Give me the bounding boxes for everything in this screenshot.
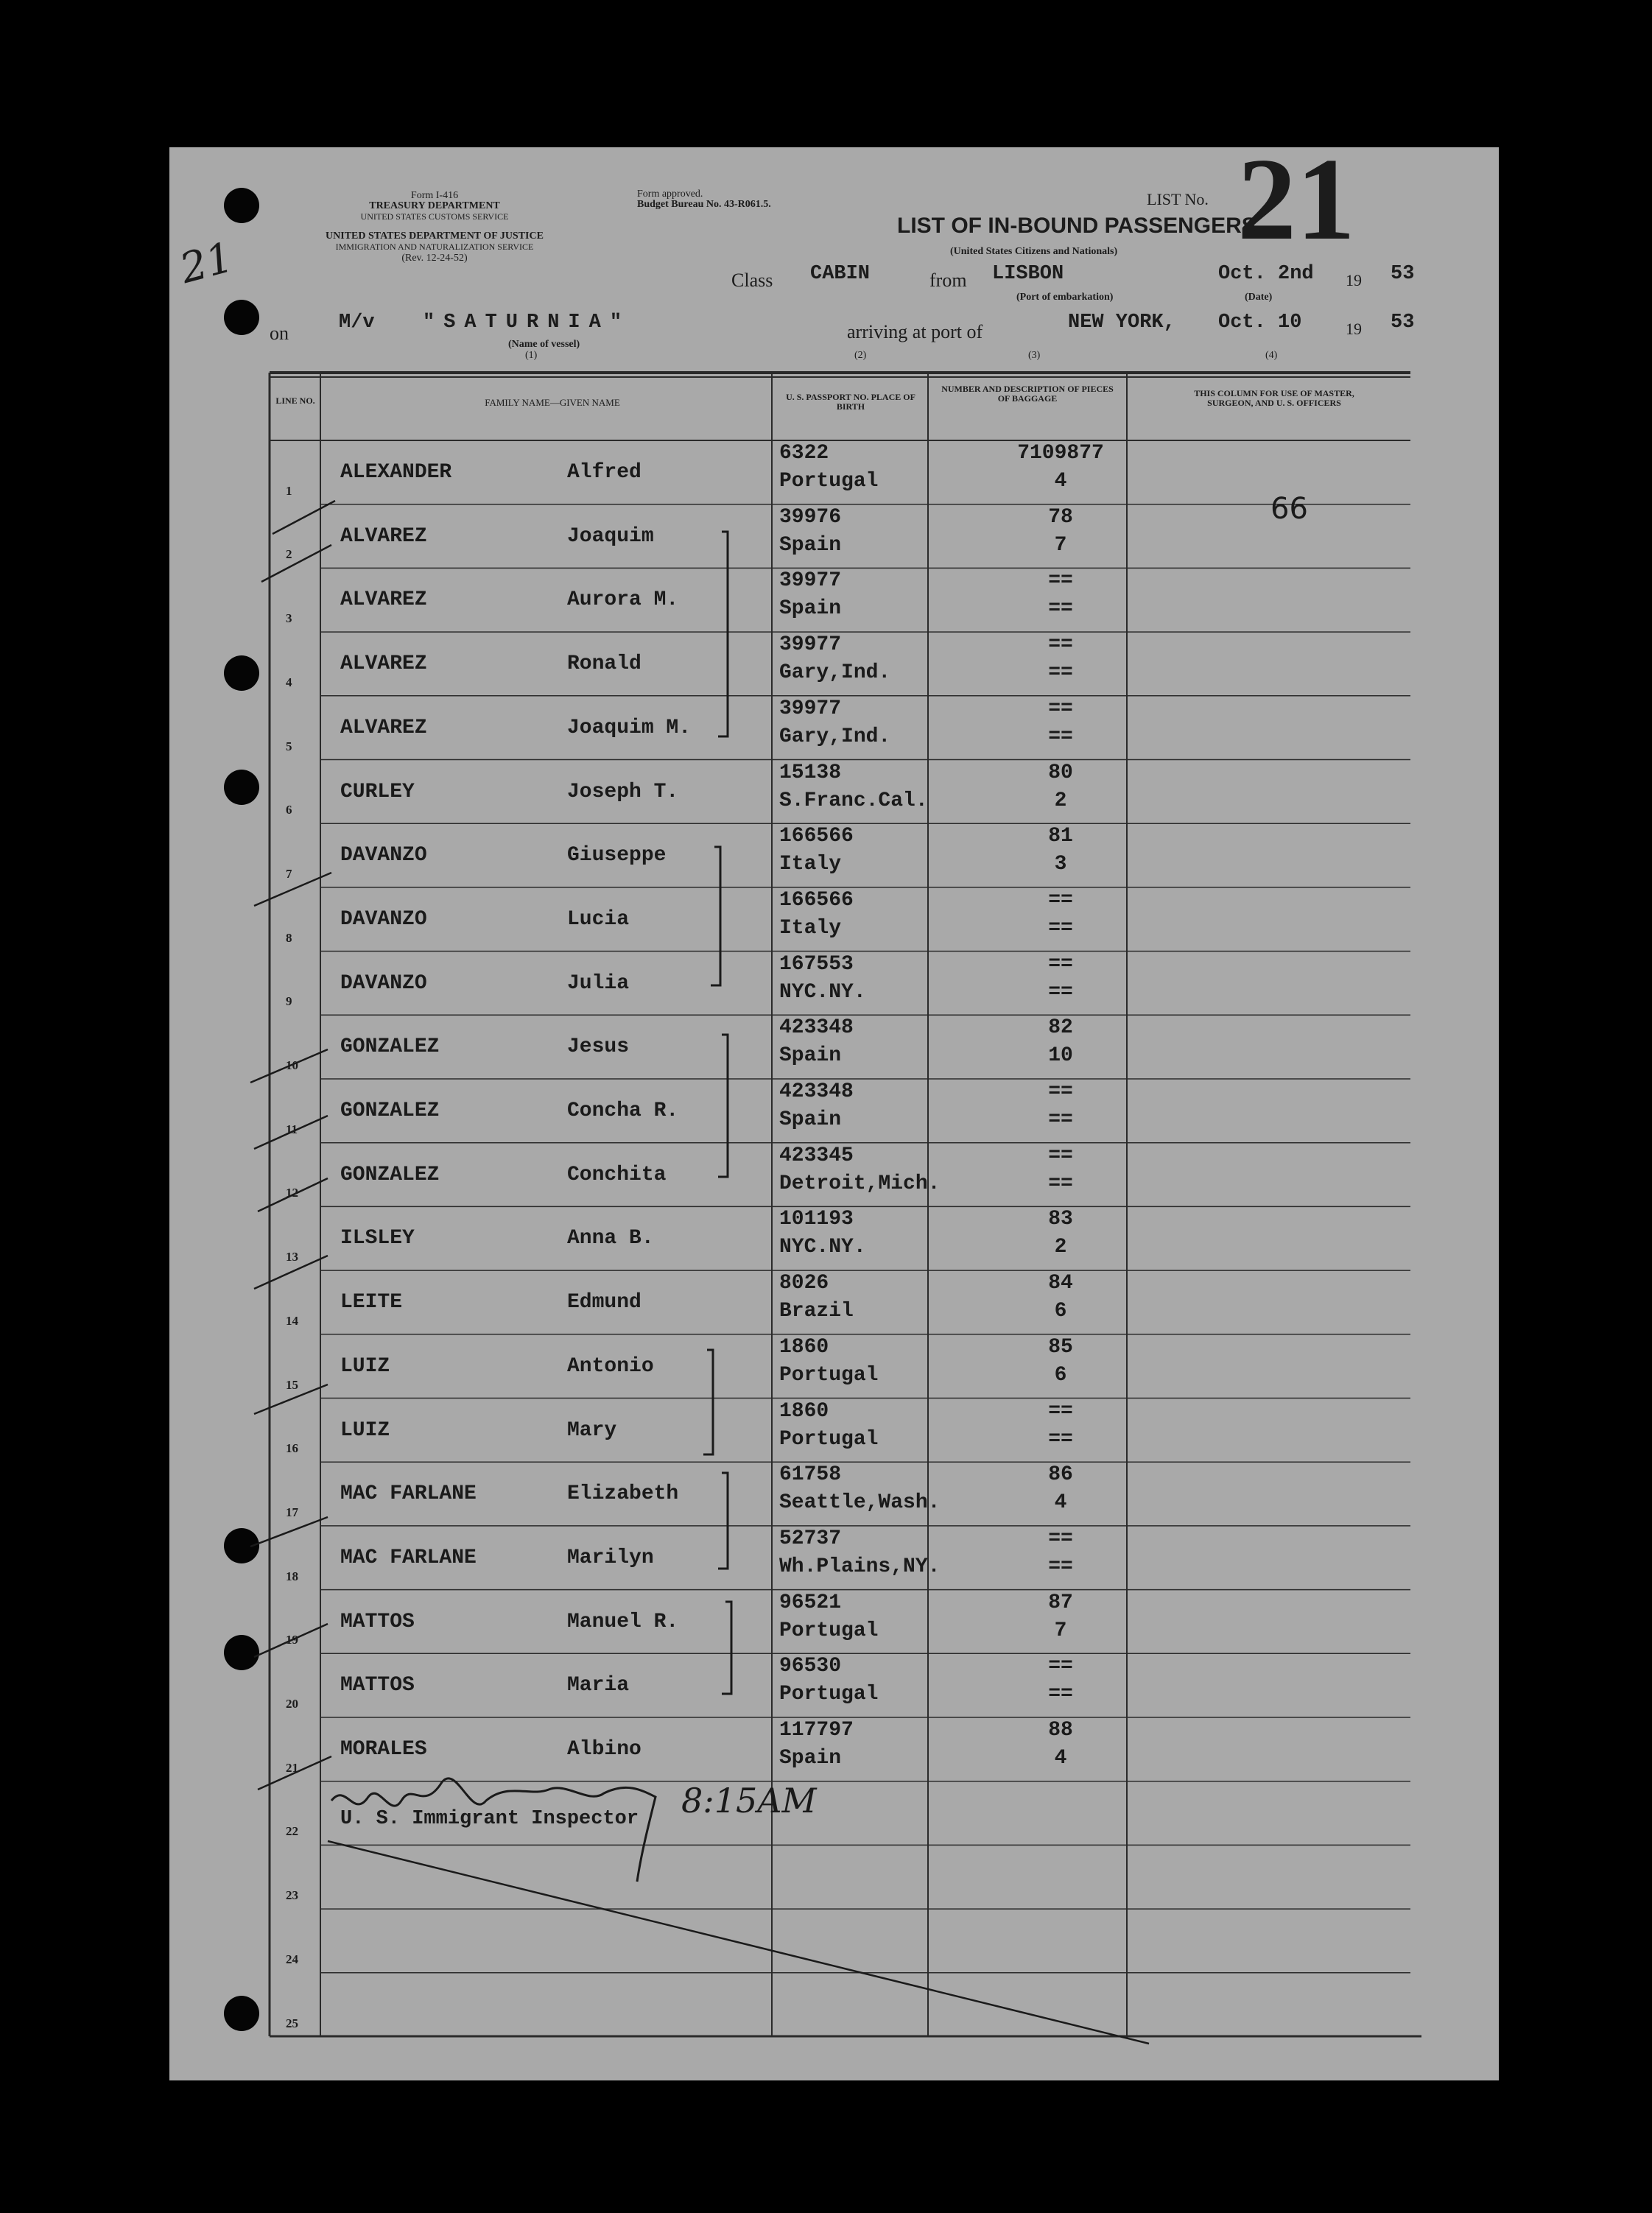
given-name: Edmund	[567, 1291, 642, 1315]
baggage-pieces: ==	[1048, 1172, 1073, 1195]
line-number: 21	[286, 1760, 298, 1775]
place-of-birth: Detroit,Mich.	[779, 1172, 941, 1195]
baggage-pieces: 4	[1054, 1747, 1067, 1770]
class-label: Class	[731, 270, 773, 291]
place-of-birth: Spain	[779, 533, 842, 557]
place-of-birth: NYC.NY.	[779, 980, 866, 1004]
place-of-birth: Spain	[779, 1044, 842, 1068]
place-of-birth: Portugal	[779, 1683, 879, 1706]
family-name: MAC FARLANE	[340, 1482, 477, 1506]
col-header-line-no: LINE NO.	[275, 395, 315, 406]
col-header-passport: U. S. PASSPORT NO. PLACE OF BIRTH	[786, 392, 915, 412]
baggage-number: 84	[1048, 1272, 1073, 1295]
revision: (Rev. 12-24-52)	[401, 253, 468, 264]
line-number: 5	[286, 739, 292, 753]
family-name: LUIZ	[340, 1418, 390, 1442]
line-number: 9	[286, 994, 292, 1009]
passport-number: 423348	[779, 1080, 854, 1103]
caption-4: (4)	[1265, 350, 1278, 361]
family-name: ALVAREZ	[340, 588, 427, 612]
passport-number: 96530	[779, 1655, 842, 1678]
arriving-label: arriving at port of	[847, 321, 983, 342]
vessel-name: "SATURNIA"	[423, 312, 631, 334]
customs-service: UNITED STATES CUSTOMS SERVICE	[360, 211, 509, 222]
passport-number: 15138	[779, 761, 842, 784]
baggage-pieces: ==	[1048, 1683, 1073, 1706]
family-name: ALVAREZ	[340, 716, 427, 739]
departure-date: Oct. 2nd	[1218, 263, 1314, 285]
date-caption: (Date)	[1245, 292, 1273, 303]
place-of-birth: Portugal	[779, 470, 879, 493]
place-of-birth: Italy	[779, 916, 842, 940]
baggage-number: 83	[1048, 1208, 1073, 1231]
arrival-port: NEW YORK,	[1068, 312, 1175, 334]
baggage-number: 85	[1048, 1335, 1073, 1359]
place-of-birth: Seattle,Wash.	[779, 1491, 941, 1515]
given-name: Maria	[567, 1674, 630, 1697]
line-number: 16	[286, 1441, 298, 1456]
from-value: LISBON	[992, 263, 1064, 285]
family-name: MORALES	[340, 1738, 427, 1761]
passport-number: 96521	[779, 1591, 842, 1614]
list-no-label: LIST No.	[1147, 190, 1209, 208]
baggage-number: ==	[1048, 1144, 1073, 1167]
given-name: Julia	[567, 971, 630, 995]
baggage-pieces: ==	[1048, 1108, 1073, 1131]
officer-note: 66	[1270, 492, 1308, 526]
baggage-number: 82	[1048, 1016, 1073, 1040]
given-name: Joaquim	[567, 524, 654, 548]
passport-number: 39977	[779, 697, 842, 720]
line-number: 23	[286, 1888, 298, 1903]
line-number: 15	[286, 1377, 298, 1392]
line-number: 12	[286, 1186, 298, 1200]
passport-number: 39976	[779, 505, 842, 529]
family-name: MATTOS	[340, 1610, 415, 1633]
line-number: 2	[286, 547, 292, 562]
line-number: 20	[286, 1697, 298, 1711]
passport-number: 423345	[779, 1144, 854, 1167]
baggage-number: 81	[1048, 825, 1073, 848]
given-name: Mary	[567, 1418, 617, 1442]
family-name: MATTOS	[340, 1674, 415, 1697]
date-year-prefix: 19	[1346, 271, 1362, 289]
baggage-pieces: 2	[1054, 1236, 1067, 1259]
given-name: Elizabeth	[567, 1482, 679, 1506]
department-of-justice: UNITED STATES DEPARTMENT OF JUSTICE	[326, 231, 544, 242]
baggage-pieces: ==	[1048, 725, 1073, 748]
family-name: GONZALEZ	[340, 1100, 440, 1122]
baggage-number: 80	[1048, 761, 1073, 784]
given-name: Antonio	[567, 1354, 654, 1378]
list-number: 21	[1237, 133, 1355, 264]
place-of-birth: Spain	[779, 1747, 842, 1770]
place-of-birth: Portugal	[779, 1619, 879, 1642]
class-value: CABIN	[810, 263, 871, 285]
passport-number: 423348	[779, 1016, 854, 1040]
line-number: 22	[286, 1824, 298, 1839]
form-title: LIST OF IN-BOUND PASSENGERS	[897, 214, 1256, 238]
place-of-birth: Portugal	[779, 1363, 879, 1387]
arrival-year: 53	[1391, 312, 1415, 334]
treasury-department: TREASURY DEPARTMENT	[369, 200, 500, 211]
baggage-pieces: 2	[1054, 789, 1067, 812]
baggage-pieces: 7	[1054, 1619, 1067, 1642]
passport-number: 6322	[779, 442, 829, 465]
form-approved: Form approved.	[637, 189, 703, 200]
place-of-birth: Brazil	[779, 1300, 854, 1323]
baggage-number: 86	[1048, 1463, 1073, 1487]
baggage-pieces: 4	[1054, 1491, 1067, 1515]
from-label: from	[929, 270, 967, 291]
baggage-number: ==	[1048, 569, 1073, 593]
line-number: 7	[286, 866, 292, 881]
vessel-caption: (Name of vessel)	[508, 339, 580, 350]
family-name: ILSLEY	[340, 1227, 415, 1250]
line-number: 25	[286, 2016, 298, 2030]
given-name: Anna B.	[567, 1227, 654, 1250]
place-of-birth: NYC.NY.	[779, 1236, 866, 1259]
family-name: LUIZ	[340, 1354, 390, 1378]
family-name: CURLEY	[340, 780, 415, 803]
baggage-number: 88	[1048, 1719, 1073, 1742]
line-number: 24	[286, 1952, 298, 1966]
family-name: ALEXANDER	[340, 461, 452, 484]
line-number: 17	[286, 1505, 298, 1519]
given-name: Joaquim M.	[567, 716, 692, 739]
col-header-name: FAMILY NAME—GIVEN NAME	[485, 397, 620, 408]
baggage-pieces: 10	[1048, 1044, 1073, 1068]
baggage-pieces: ==	[1048, 1555, 1073, 1578]
given-name: Manuel R.	[567, 1610, 679, 1633]
baggage-number: ==	[1048, 1399, 1073, 1423]
given-name: Alfred	[567, 461, 642, 484]
passport-number: 8026	[779, 1272, 829, 1295]
immigration-service: IMMIGRATION AND NATURALIZATION SERVICE	[335, 242, 534, 252]
place-of-birth: S.Franc.Cal.	[779, 789, 928, 812]
family-name: DAVANZO	[340, 971, 427, 995]
given-name: Conchita	[567, 1163, 667, 1186]
arrival-year-prefix: 19	[1346, 320, 1362, 338]
place-of-birth: Spain	[779, 597, 842, 621]
family-name: GONZALEZ	[340, 1163, 440, 1186]
baggage-pieces: ==	[1048, 916, 1073, 940]
passport-number: 52737	[779, 1527, 842, 1550]
given-name: Lucia	[567, 907, 630, 931]
baggage-number: ==	[1048, 697, 1073, 720]
line-number: 3	[286, 611, 292, 626]
baggage-number: ==	[1048, 633, 1073, 657]
margin-note: 21	[175, 233, 239, 294]
passport-number: 39977	[779, 569, 842, 593]
line-number: 1	[286, 483, 292, 498]
place-of-birth: Wh.Plains,NY.	[779, 1555, 941, 1578]
place-of-birth: Italy	[779, 853, 842, 876]
form-subtitle: (United States Citizens and Nationals)	[950, 246, 1118, 257]
baggage-pieces: 4	[1054, 470, 1067, 493]
col-header-baggage: NUMBER AND DESCRIPTION OF PIECES OF BAGGAGE	[941, 384, 1114, 404]
passport-number: 117797	[779, 1719, 854, 1742]
place-of-birth: Gary,Ind.	[779, 661, 891, 685]
passport-number: 101193	[779, 1208, 854, 1231]
passport-number: 166566	[779, 825, 854, 848]
passport-number: 1860	[779, 1399, 829, 1423]
baggage-pieces: ==	[1048, 597, 1073, 621]
baggage-number: ==	[1048, 1527, 1073, 1550]
baggage-number: ==	[1048, 1655, 1073, 1678]
baggage-pieces: 6	[1054, 1363, 1067, 1387]
line-number: 11	[286, 1122, 298, 1136]
baggage-number: ==	[1048, 952, 1073, 976]
line-number: 14	[286, 1313, 298, 1328]
baggage-number: ==	[1048, 888, 1073, 912]
line-number: 19	[286, 1633, 298, 1647]
given-name: Ronald	[567, 652, 642, 676]
baggage-pieces: ==	[1048, 1427, 1073, 1451]
line-number: 10	[286, 1058, 298, 1072]
line-number: 6	[286, 803, 292, 817]
baggage-number: 7109877	[1017, 442, 1104, 465]
form-number: Form I-416	[410, 190, 459, 201]
family-name: DAVANZO	[340, 844, 427, 868]
inspector-caption: U. S. Immigrant Inspector	[340, 1808, 639, 1830]
given-name: Concha R.	[567, 1100, 679, 1122]
family-name: DAVANZO	[340, 907, 427, 931]
family-name: LEITE	[340, 1291, 403, 1315]
given-name: Joseph T.	[567, 780, 679, 803]
vessel-type: M/v	[339, 312, 375, 334]
passport-number: 166566	[779, 888, 854, 912]
arrival-date: Oct. 10	[1218, 312, 1302, 334]
baggage-pieces: 7	[1054, 533, 1067, 557]
passport-number: 1860	[779, 1335, 829, 1359]
budget-bureau: Budget Bureau No. 43-R061.5.	[637, 199, 771, 210]
given-name: Marilyn	[567, 1546, 654, 1569]
given-name: Jesus	[567, 1035, 630, 1059]
passport-number: 61758	[779, 1463, 842, 1487]
baggage-pieces: 6	[1054, 1300, 1067, 1323]
family-name: GONZALEZ	[340, 1035, 440, 1059]
given-name: Aurora M.	[567, 588, 679, 612]
place-of-birth: Gary,Ind.	[779, 725, 891, 748]
caption-1: (1)	[525, 350, 538, 361]
given-name: Albino	[567, 1738, 642, 1761]
col-header-officers: THIS COLUMN FOR USE OF MASTER, SURGEON, AND U. S. OFFICERS	[1194, 388, 1354, 408]
on-label: on	[270, 323, 289, 344]
line-number: 4	[286, 675, 292, 689]
line-number: 13	[286, 1250, 298, 1264]
given-name: Giuseppe	[567, 844, 667, 868]
signature-time: 8:15AM	[681, 1781, 817, 1820]
line-number: 18	[286, 1569, 298, 1583]
baggage-number: ==	[1048, 1080, 1073, 1103]
baggage-number: 78	[1048, 505, 1073, 529]
caption-3: (3)	[1028, 350, 1041, 361]
baggage-pieces: 3	[1054, 853, 1067, 876]
passport-number: 167553	[779, 952, 854, 976]
place-of-birth: Portugal	[779, 1427, 879, 1451]
departure-year: 53	[1391, 263, 1415, 285]
family-name: ALVAREZ	[340, 652, 427, 676]
family-name: ALVAREZ	[340, 524, 427, 548]
baggage-pieces: ==	[1048, 980, 1073, 1004]
port-of-embarkation-caption: (Port of embarkation)	[1016, 292, 1114, 303]
line-number: 8	[286, 930, 292, 945]
baggage-number: 87	[1048, 1591, 1073, 1614]
baggage-pieces: ==	[1048, 661, 1073, 685]
family-name: MAC FARLANE	[340, 1546, 477, 1569]
caption-2: (2)	[854, 350, 867, 361]
passport-number: 39977	[779, 633, 842, 657]
place-of-birth: Spain	[779, 1108, 842, 1131]
